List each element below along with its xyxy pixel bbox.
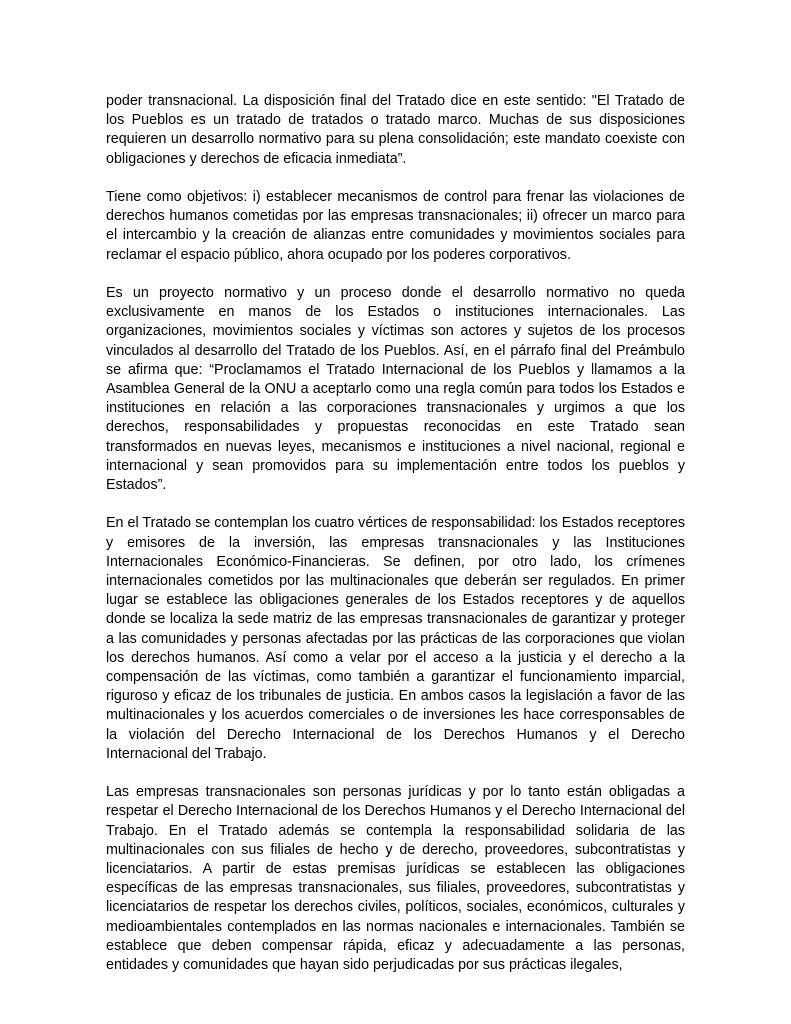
- paragraph-2: Tiene como objetivos: i) establecer mecanismos de control para frenar las violaciones de derechos humanos cometidas por las empresas transnacionales; ii) ofrecer un marco para el intercambio y la creación de alianzas entre comunidades y movimientos sociales para reclamar el espacio público, ahora ocupado por los poderes corporativos.: [106, 189, 685, 263]
- paragraph-4: En el Tratado se contemplan los cuatro vértices de responsabilidad: los Estados receptores y emisores de la inversión, las empresas transnacionales y las Instituciones Internacionales Económico-Financieras. Se definen, por otro lado, los crímenes internacionales cometidos por las multinacionales que deberán ser regulados. En primer lugar se establece las obligaciones generales de los Estados receptores y de aquellos donde se localiza la sede matriz de las empresas transnacionales de garantizar y proteger a las comunidades y personas afectadas por las prácticas de las corporaciones que violan los derechos humanos. Así como a velar por el acceso a la justicia y el derecho a la compensación de las víctimas, como también a garantizar el funcionamiento imparcial, riguroso y eficaz de los tribunales de justicia. En ambos casos la legislación a favor de las multinacionales y los acuerdos comerciales o de inversiones les hace corresponsables de la violación del Derecho Internacional de los Derechos Humanos y el Derecho Internacional del Trabajo.: [106, 515, 685, 762]
- paragraph-3: Es un proyecto normativo y un proceso donde el desarrollo normativo no queda exclusivamente en manos de los Estados o instituciones internacionales. Las organizaciones, movimientos sociales y víctimas son actores y sujetos de los procesos vinculados al desarrollo del Tratado de los Pueblos. Así, en el párrafo final del Preámbulo se afirma que: “Proclamamos el Tratado Internacional de los Pueblos y llamamos a la Asamblea General de la ONU a aceptarlo como una regla común para todos los Estados e instituciones en relación a las corporaciones transnacionales y urgimos a que los derechos, responsabilidades y propuestas reconocidas en este Tratado sean transformados en nuevas leyes, mecanismos e instituciones a nivel nacional, regional e internacional y sean promovidos para su implementación entre todos los pueblos y Estados”.: [106, 285, 685, 494]
- paragraph-1: poder transnacional. La disposición final del Tratado dice en este sentido: "El Tratado de los Pueblos es un tratado de tratados o tratado marco. Muchas de sus disposiciones requieren un desarrollo normativo para su plena consolidación; este mandato coexiste con obligaciones y derechos de eficacia inmediata”.: [106, 93, 685, 167]
- paragraph-5: Las empresas transnacionales son personas jurídicas y por lo tanto están obligadas a respetar el Derecho Internacional de los Derechos Humanos y el Derecho Internacional del Trabajo. En el Tratado además se contempla la responsabilidad solidaria de las multinacionales con sus filiales de hecho y de derecho, proveedores, subcontratistas y licenciatarios. A partir de estas premisas jurídicas se establecen las obligaciones específicas de las empresas transnacionales, sus filiales, proveedores, subcontratistas y licenciatarios de respetar los derechos civiles, políticos, sociales, económicos, culturales y medioambientales contemplados en las normas nacionales e internacionales. También se establece que deben compensar rápida, eficaz y adecuadamente a las personas, entidades y comunidades que hayan sido perjudicadas por sus prácticas ilegales,: [106, 784, 685, 974]
- document-body: [106, 92, 685, 975]
